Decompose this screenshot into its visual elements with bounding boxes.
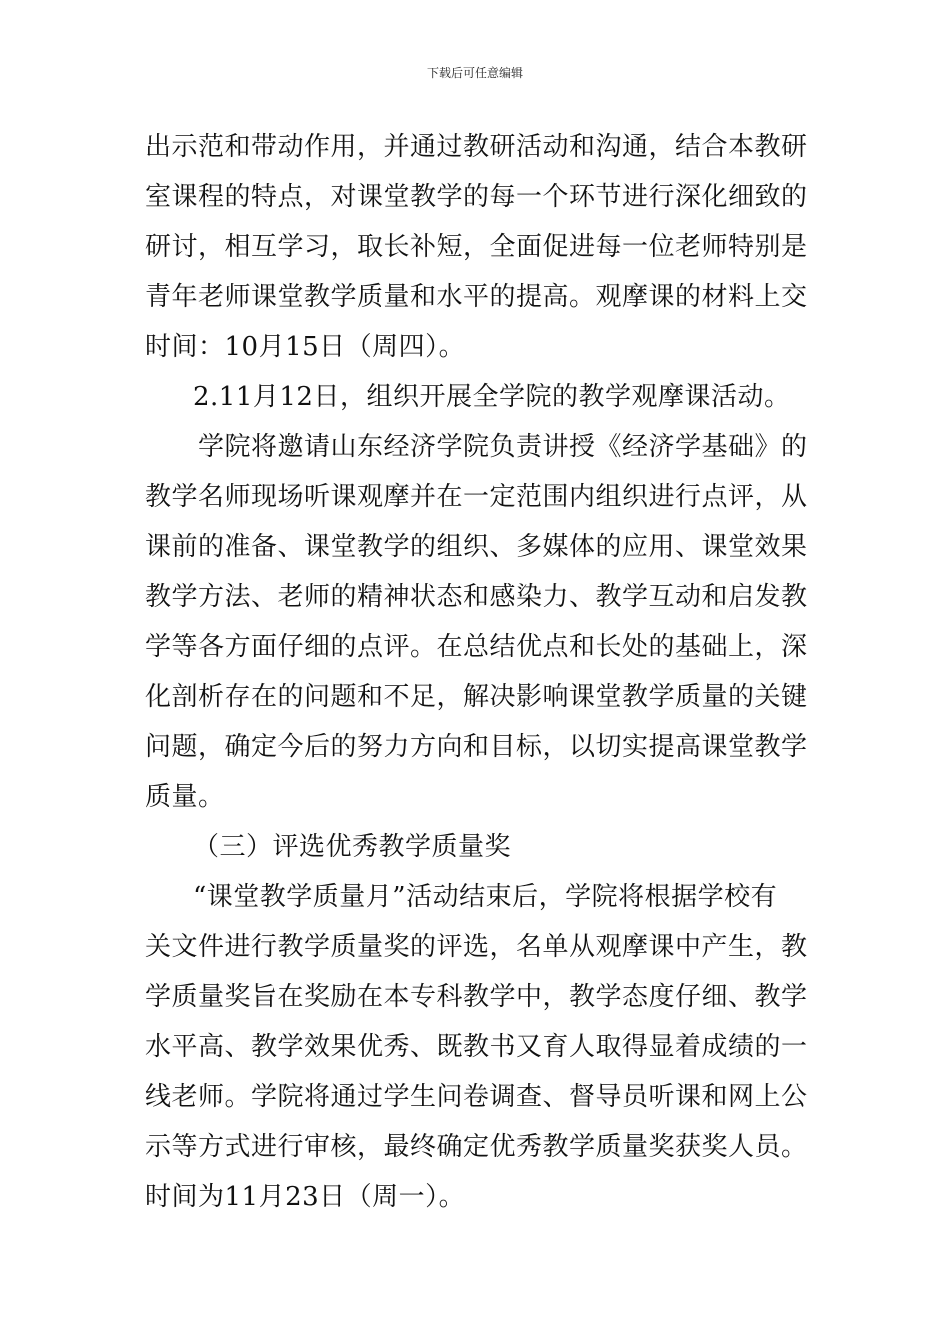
text-line: 青年老师课堂教学质量和水平的提高。观摩课的材料上交 <box>145 282 808 312</box>
text-line: 课前的准备、课堂教学的组织、多媒体的应用、课堂效果 <box>145 532 808 562</box>
text-line: 线老师。学院将通过学生问卷调查、督导员听课和网上公 <box>145 1082 808 1112</box>
text-line: 出示范和带动作用，并通过教研活动和沟通，结合本教研 <box>145 132 808 162</box>
text-line: 学质量奖旨在奖励在本专科教学中，教学态度仔细、教学 <box>145 982 808 1012</box>
text-line: 2.11月12日，组织开展全学院的教学观摩课活动。 <box>193 382 791 412</box>
text-line: 时间：10月15日（周四）。 <box>145 332 466 362</box>
text-line: 学等各方面仔细的点评。在总结优点和长处的基础上，深 <box>145 632 808 662</box>
text-line: 化剖析存在的问题和不足，解决影响课堂教学质量的关键 <box>145 682 808 712</box>
text-line: 质量。 <box>145 782 225 812</box>
text-line: 水平高、教学效果优秀、既教书又育人取得显着成绩的一 <box>145 1032 808 1062</box>
page-header: 下载后可任意编辑 <box>426 66 523 80</box>
text-line: 问题，确定今后的努力方向和目标，以切实提高课堂教学 <box>145 732 808 762</box>
text-line: 学院将邀请山东经济学院负责讲授《经济学基础》的 <box>198 432 808 462</box>
text-line: 时间为11月23日（周一）。 <box>145 1182 466 1212</box>
text-line: 研讨，相互学习，取长补短，全面促进每一位老师特别是 <box>145 232 808 262</box>
text-line: 示等方式进行审核，最终确定优秀教学质量奖获奖人员。 <box>145 1132 808 1162</box>
text-line: 教学名师现场听课观摩并在一定范围内组织进行点评，从 <box>145 482 808 512</box>
text-line: 教学方法、老师的精神状态和感染力、教学互动和启发教 <box>145 582 808 612</box>
text-line: 关文件进行教学质量奖的评选，名单从观摩课中产生，教 <box>145 932 808 962</box>
text-line: “课堂教学质量月”活动结束后，学院将根据学校有 <box>193 882 778 912</box>
section-heading: （三）评选优秀教学质量奖 <box>193 832 512 862</box>
text-line: 室课程的特点，对课堂教学的每一个环节进行深化细致的 <box>145 182 808 212</box>
